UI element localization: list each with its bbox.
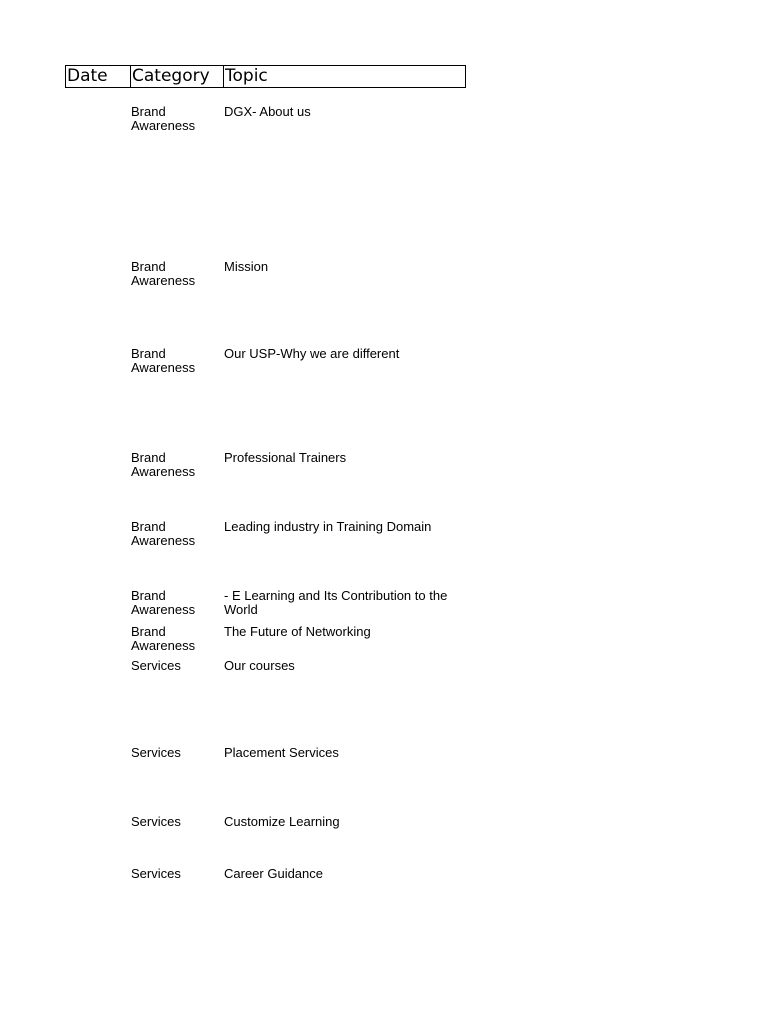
row-topic: Placement Services — [224, 745, 339, 760]
row-topic: Customize Learning — [224, 814, 340, 829]
header-date: Date — [66, 66, 131, 87]
header-topic: Topic — [225, 66, 268, 86]
row-category: Brand Awareness — [131, 450, 196, 479]
row-topic: Our USP-Why we are different — [224, 346, 400, 361]
row-category: Services — [131, 745, 181, 760]
row-category: Brand Awareness — [131, 346, 196, 375]
row-category: Brand Awareness — [131, 259, 196, 288]
row-category: Brand Awareness — [131, 519, 196, 548]
table-header — [65, 65, 466, 88]
row-topic: - E Learning and Its Contribution to the World — [224, 588, 448, 617]
row-category: Brand Awareness — [131, 104, 196, 133]
row-category: Brand Awareness — [131, 624, 196, 653]
row-category: Brand Awareness — [131, 588, 196, 617]
row-topic: Professional Trainers — [224, 450, 347, 465]
row-topic: DGX- About us — [224, 104, 311, 119]
row-category: Services — [131, 866, 181, 881]
row-category: Services — [131, 814, 181, 829]
row-topic: Leading industry in Training Domain — [224, 519, 432, 534]
row-topic: The Future of Networking — [224, 624, 371, 639]
header-category: Category — [131, 66, 224, 87]
row-topic: Our courses — [224, 658, 295, 673]
row-category: Services — [131, 658, 181, 673]
row-topic: Career Guidance — [224, 866, 323, 881]
row-topic: Mission — [224, 259, 269, 274]
